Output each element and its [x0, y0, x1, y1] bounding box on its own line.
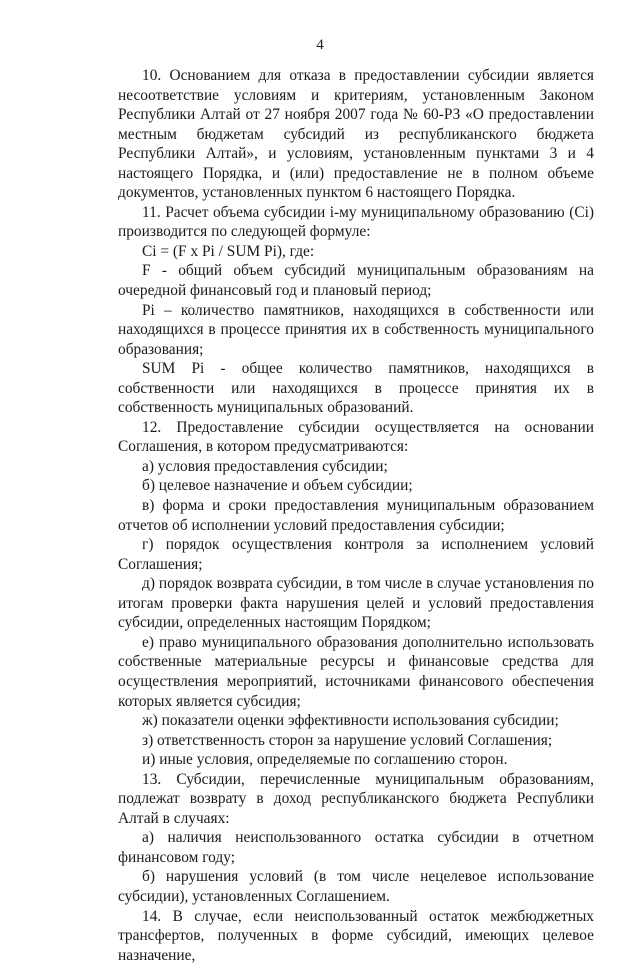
document-body	[118, 66, 594, 965]
paragraph-10: 10. Основанием для отказа в предоставлении субсидии является несоответствие условиям и критериям, установленным Законом Республики Алтай от 27 ноября 2007 года № 60-РЗ «О предоставлении местным бюджетам субсидий из республиканского бюджета Республики Алтай», и условиям, установленным пунктами 3 и 4 настоящего Порядка, и (или) предоставление не в полном объеме документов, установленных пунктом 6 настоящего Порядка.	[118, 67, 594, 202]
page-number: 4	[316, 37, 324, 53]
formula-definition-sum-pi: SUM Pi - общее количество памятников, находящихся в собственности или находящихся в процессе принятия их в собственность муниципальных образований.	[118, 360, 594, 417]
list-item-v: в) форма и сроки предоставления муниципальным образованием отчетов об исполнении условий предоставления субсидии;	[118, 497, 594, 534]
paragraph-11: 11. Расчет объема субсидии i-му муниципальному образованию (Ci) производится по следующей формуле:	[118, 203, 594, 241]
list-item-d: д) порядок возврата субсидии, в том числе в случае установления по итогам проверки факта нарушения целей и условий предоставления субсидии, определенных настоящим Порядком;	[118, 575, 594, 632]
list-item-i: и) иные условия, определяемые по соглашению сторон.	[142, 751, 508, 769]
paragraph-13: 13. Субсидии, перечисленные муниципальным образованиям, подлежат возврату в доход республиканского бюджета Республики Алтай в случаях:	[118, 770, 594, 827]
refund-case-a: а) наличия неиспользованного остатка субсидии в отчетном финансовом году;	[118, 829, 594, 866]
list-item-g: г) порядок осуществления контроля за исполнением условий Соглашения;	[118, 536, 594, 573]
refund-case-b: б) нарушения условий (в том числе нецелевое использование субсидии), установленных Соглашением.	[118, 868, 594, 905]
list-item-b: б) целевое назначение и объем субсидии;	[142, 477, 413, 495]
list-item-e: е) право муниципального образования дополнительно использовать собственные материальные ресурсы и финансовые средства для осуществления мероприятий, источниками финансового обеспечения которых является субсидия;	[118, 633, 594, 710]
paragraph-12: 12. Предоставление субсидии осуществляется на основании Соглашения, в котором предусматриваются:	[118, 418, 594, 456]
formula-line: Ci = (F x Pi / SUM Pi), где:	[142, 242, 315, 260]
list-item-a: а) условия предоставления субсидии;	[142, 457, 388, 475]
formula-definition-pi: Pi – количество памятников, находящихся в собственности или находящихся в процессе принятия их в собственность муниципального образования;	[118, 301, 594, 358]
list-item-zh: ж) показатели оценки эффективности использования субсидии;	[142, 712, 559, 730]
formula-definition-f: F - общий объем субсидий муниципальным образованиям на очередной финансовый год и плановый период;	[118, 262, 594, 300]
paragraph-14: 14. В случае, если неиспользованный остаток межбюджетных трансфертов, полученных в форме субсидий, имеющих целевое назначение,	[118, 907, 594, 964]
list-item-z: з) ответственность сторон за нарушение условий Соглашения;	[142, 731, 553, 749]
